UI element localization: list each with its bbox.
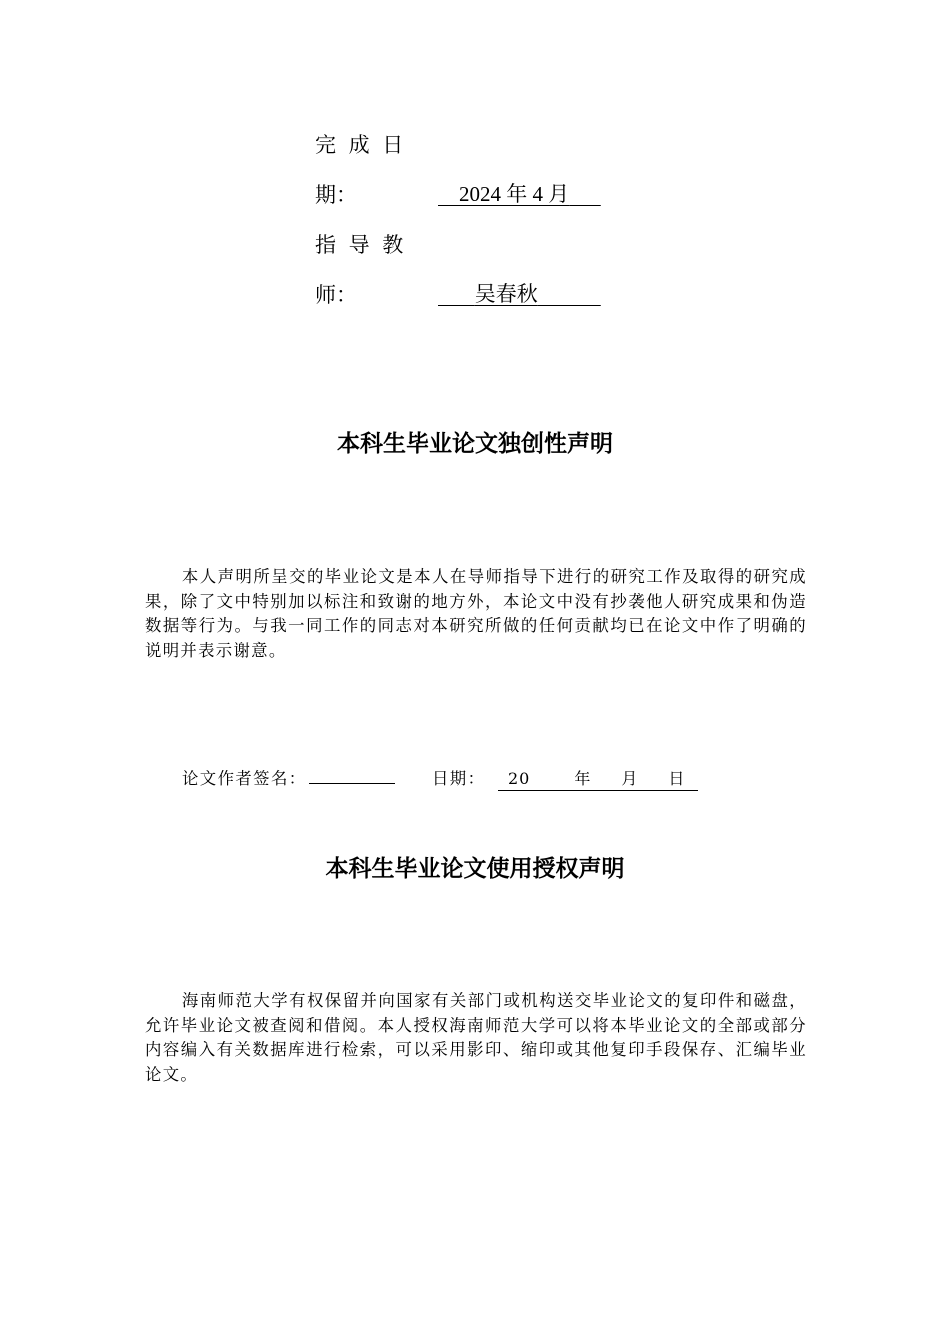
authorization-declaration-body: 海南师范大学有权保留并向国家有关部门或机构送交毕业论文的复印件和磁盘，允许毕业论文被查阅和借阅。本人授权海南师范大学可以将本毕业论文的全部或部分内容编入有关数据库进行检索，可以采用影印、缩印或其他复印手段保存、汇编毕业论文。 (145, 991, 807, 1084)
date-year-unit: 年 (574, 769, 592, 788)
advisor-field (438, 278, 601, 308)
completion-date-label-line1: 完成日 (315, 133, 416, 157)
date-day-unit: 日 (668, 769, 686, 788)
advisor-label-line1: 指导教 (315, 233, 416, 257)
advisor-underline (438, 282, 601, 306)
originality-declaration-body: 本人声明所呈交的毕业论文是本人在导师指导下进行的研究工作及取得的研究成果，除了文中特别加以标注和致谢的地方外，本论文中没有抄袭他人研究成果和伪造数据等行为。与我一同工作的同志对本研究所做的任何贡献均已在论文中作了明确的说明并表示谢意。 (145, 567, 807, 660)
completion-date-value: 2024 年 4 月 (459, 182, 570, 206)
advisor-label-line2: 师： (315, 283, 357, 307)
signature-date-field[interactable] (498, 766, 698, 791)
date-label: 日期： (432, 769, 486, 788)
date-year-prefix: 20 (508, 769, 531, 788)
authorization-declaration-title: 本科生毕业论文使用授权声明 (325, 856, 625, 882)
advisor-name-value: 吴春秋 (474, 282, 538, 306)
completion-date-underline (438, 182, 601, 206)
author-signature-blank[interactable] (309, 766, 395, 784)
completion-date-label-line2: 期： (315, 183, 357, 207)
author-signature-label: 论文作者签名： (182, 769, 307, 788)
date-month-unit: 月 (621, 769, 639, 788)
originality-declaration-title: 本科生毕业论文独创性声明 (337, 431, 613, 457)
completion-date-field (438, 178, 601, 208)
signature-line (182, 765, 395, 789)
